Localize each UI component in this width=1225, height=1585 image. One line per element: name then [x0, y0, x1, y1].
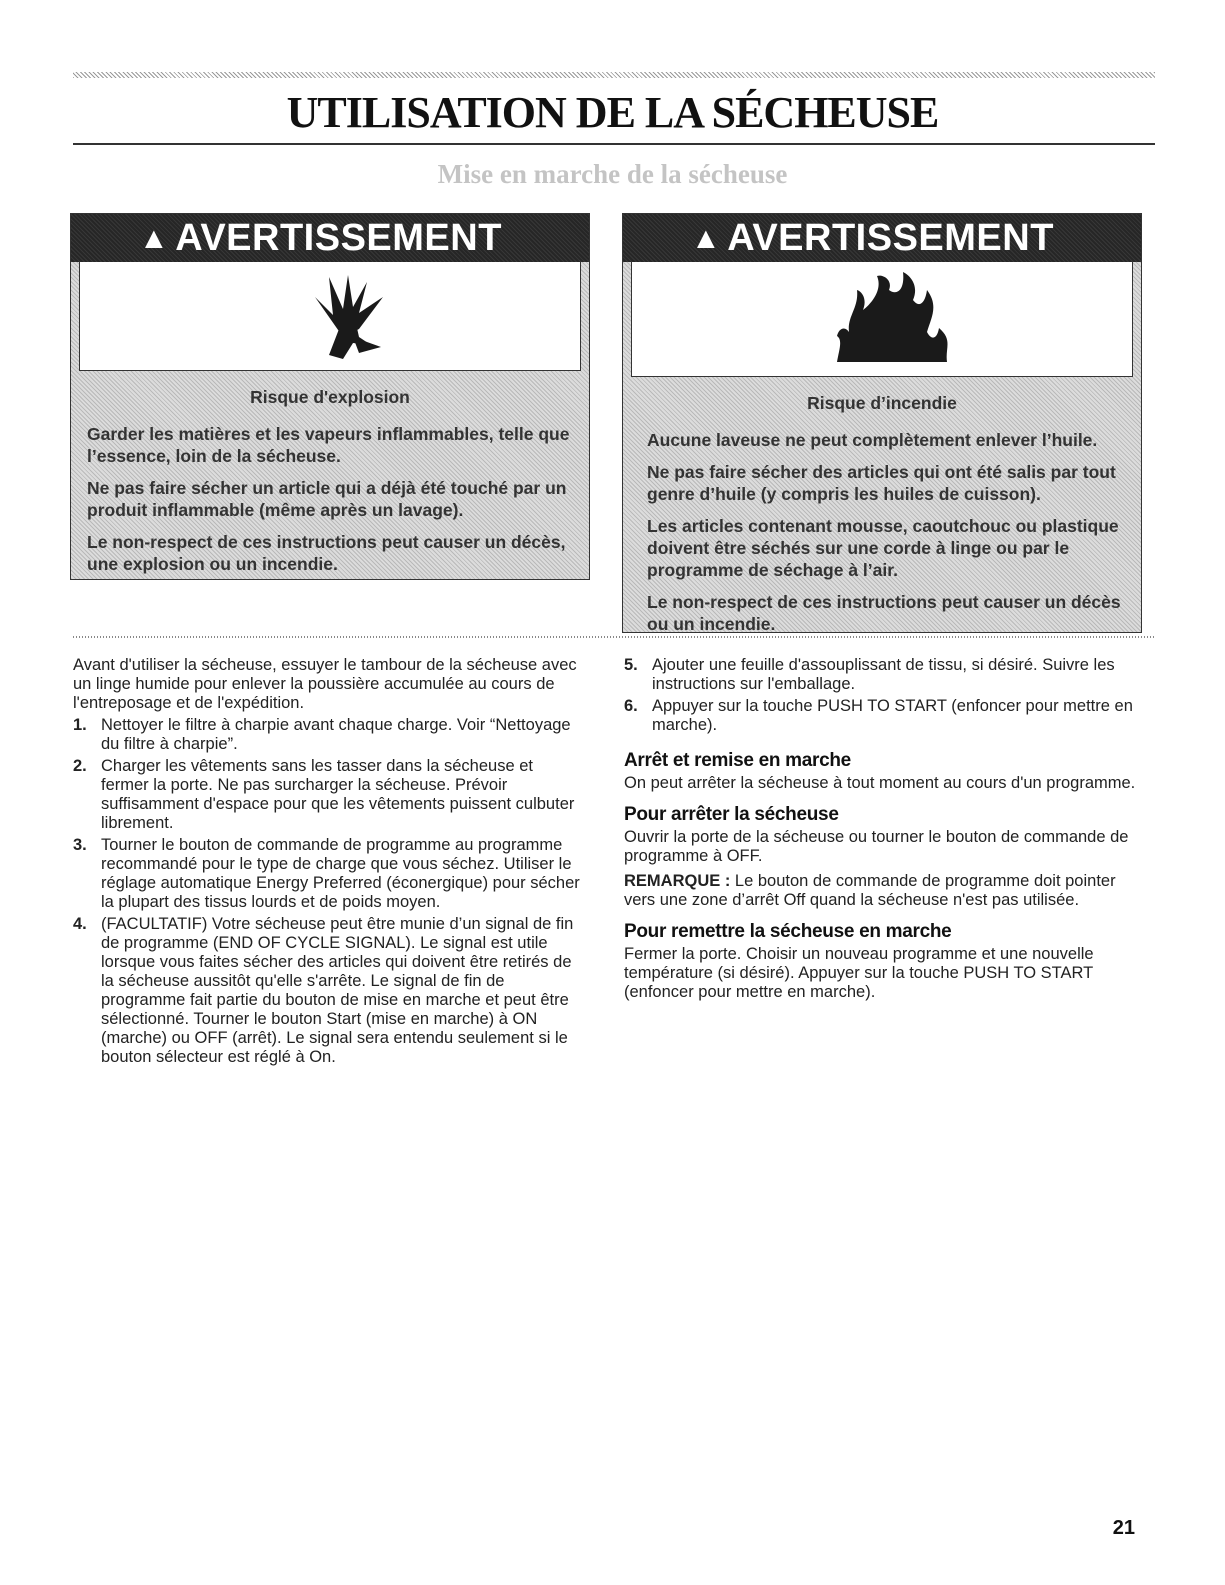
warning-paragraph: Les articles contenant mousse, caoutchouc ou plastique doivent être séchés sur une corde à linge ou par le programme de séchage à l’air. [647, 516, 1119, 580]
list-item [624, 656, 1144, 694]
section-subtitle: Mise en marche de la sécheuse [437, 159, 788, 189]
fire-icon [827, 270, 957, 370]
list-item [73, 716, 583, 754]
fire-symbol-panel [631, 262, 1133, 377]
restart-paragraph: Fermer la porte. Choisir un nouveau programme et une nouvelle température (si désiré). Appuyer sur la touche PUSH TO START (enfoncer pour mettre en marche). [624, 945, 1094, 1001]
warning-paragraph: Garder les matières et les vapeurs inflammables, telle que l’essence, loin de la sécheuse. [87, 424, 570, 466]
section-divider [73, 636, 1155, 638]
warning-header-label: AVERTISSEMENT [175, 217, 502, 259]
step-number: 1. [73, 716, 87, 734]
warning-paragraph: Le non-respect de ces instructions peut causer un décès, une explosion ou un incendie. [87, 532, 566, 574]
right-column [624, 656, 1144, 1002]
list-item [73, 836, 583, 912]
step-text: Appuyer sur la touche PUSH TO START (enfoncer pour mettre en marche). [652, 697, 1133, 734]
note-text: Le bouton de commande de programme doit pointer vers une zone d’arrêt Off quand la sécheuse n'est pas utilisée. [624, 872, 1116, 909]
warning-header-label: AVERTISSEMENT [727, 217, 1054, 259]
warning-paragraph: Ne pas faire sécher un article qui a déjà été touché par un produit inflammable (même après un lavage). [87, 478, 567, 520]
section-paragraph: On peut arrêter la sécheuse à tout moment au cours d'un programme. [624, 774, 1136, 792]
page-title: UTILISATION DE LA SÉCHEUSE [286, 88, 939, 137]
step-number: 6. [624, 697, 638, 715]
stop-paragraph: Ouvrir la porte de la sécheuse ou tourner le bouton de commande de programme à OFF. [624, 828, 1129, 865]
warning-triangle-icon: ▲ [691, 222, 722, 255]
left-column [73, 656, 583, 1067]
explosion-icon [293, 267, 393, 367]
warning-header [71, 214, 589, 262]
risk-label: Risque d’incendie [807, 393, 957, 413]
risk-label: Risque d'explosion [250, 387, 410, 407]
warning-header [623, 214, 1141, 262]
warning-content [631, 392, 1133, 645]
step-number: 3. [73, 836, 87, 854]
warning-paragraph: Le non-respect de ces instructions peut causer un décès ou un incendie. [647, 592, 1121, 634]
step-text: Tourner le bouton de commande de programme au programme recommandé pour le type de charge que vous séchez. Utiliser le réglage automatique Energy Preferred (éconergique) pour sécher la plupart des tissus lourds et de poids moyen. [101, 836, 580, 911]
section-heading: Arrêt et remise en marche [624, 750, 851, 771]
top-decorative-band [73, 72, 1155, 78]
warning-paragraph: Ne pas faire sécher des articles qui ont été salis par tout genre d’huile (y compris les huiles de cuisson). [647, 462, 1116, 504]
step-number: 4. [73, 915, 87, 933]
step-text: Ajouter une feuille d'assouplissant de tissu, si désiré. Suivre les instructions sur l'emballage. [652, 656, 1115, 693]
step-text: Nettoyer le filtre à charpie avant chaque charge. Voir “Nettoyage du filtre à charpie”. [101, 716, 571, 753]
restart-heading: Pour remettre la sécheuse en marche [624, 921, 952, 942]
steps-list [73, 716, 583, 1067]
step-text: Charger les vêtements sans les tasser dans la sécheuse et fermer la porte. Ne pas surcharger la sécheuse. Prévoir suffisamment d'espace pour que les vêtements puissent culbuter librement. [101, 757, 575, 832]
warning-triangle-icon: ▲ [139, 222, 170, 255]
list-item [624, 697, 1144, 735]
warning-content [79, 386, 581, 585]
stop-heading: Pour arrêter la sécheuse [624, 804, 839, 825]
steps-list [624, 656, 1144, 735]
note-label: REMARQUE : [624, 872, 731, 890]
step-text: (FACULTATIF) Votre sécheuse peut être munie d’un signal de fin de programme (END OF CYCLE SIGNAL). Le signal est utile lorsque vous faites sécher des articles qui doivent être retirés de la sécheuse aussitôt qu'elle s'arrête. Le signal de fin de programme fait partie du bouton de mise en marche et peut être sélectionné. Tourner le bouton Start (mise en marche) à ON (marche) ou OFF (arrêt). Le signal sera entendu seulement si le bouton sélecteur est réglé à On. [101, 915, 574, 1066]
title-rule [73, 143, 1155, 145]
explosion-symbol-panel [79, 262, 581, 371]
note-paragraph [624, 872, 1144, 910]
list-item [73, 915, 583, 1067]
step-number: 5. [624, 656, 638, 674]
page-number: 21 [1112, 1517, 1135, 1539]
warning-box-explosion [70, 213, 590, 580]
step-number: 2. [73, 757, 87, 775]
warning-paragraph: Aucune laveuse ne peut complètement enlever l’huile. [647, 430, 1098, 450]
list-item [73, 757, 583, 833]
warning-box-fire [622, 213, 1142, 633]
intro-paragraph: Avant d'utiliser la sécheuse, essuyer le tambour de la sécheuse avec un linge humide pour enlever la poussière accumulée au cours de l'entreposage et de l'expédition. [73, 656, 577, 712]
